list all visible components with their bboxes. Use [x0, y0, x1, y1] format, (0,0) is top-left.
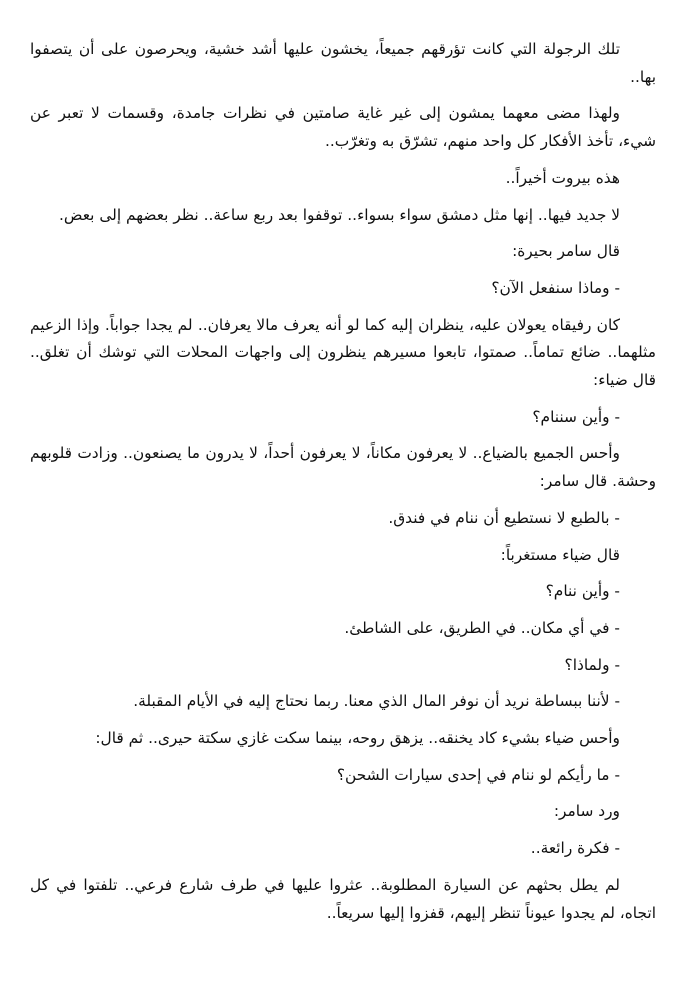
document-body	[30, 36, 656, 933]
dialogue-line-3: - بالطبع لا نستطيع أن ننام في فندق.	[388, 508, 620, 527]
paragraph-2: ولهذا مضى معهما يمشون إلى غير غاية صامتين في نظرات جامدة، وقسمات لا تعبر عن شيء، تأخذ الأفكار كل واحد منهم، تشرّق به وتغرّب..	[30, 104, 656, 151]
paragraph-7: وأحس الجميع بالضياع.. لا يعرفون مكاناً، لا يعرفون أحداً، لا يدرون ما يصنعون.. وزادت قلوبهم وحشة. قال سامر:	[30, 444, 656, 491]
paragraph-4: لا جديد فيها.. إنها مثل دمشق سواء بسواء.. توقفوا بعد ربع ساعة.. نظر بعضهم إلى بعض.	[59, 205, 620, 224]
paragraph-6: كان رفيقاه يعولان عليه، ينظران إليه كما لو أنه يعرف مالا يعرفان.. لم يجدا جواباً. وإذا الزعيم مثلهما.. ضائع تماماً.. صمتوا، تابعوا مسيرهم ينظرون إلى واجهات المحلات التي توشك أن تغلق.. قال ضياء:	[30, 315, 656, 390]
dialogue-line-4: - وأين ننام؟	[545, 582, 620, 601]
paragraph-3: هذه بيروت أخيراً..	[505, 168, 620, 187]
dialogue-line-9: - فكرة رائعة..	[530, 839, 620, 858]
dialogue-line-2: - وأين سننام؟	[532, 407, 620, 426]
paragraph-11: لم يطل بحثهم عن السيارة المطلوبة.. عثروا عليها في طرف شارع فرعي.. تلفتوا في كل اتجاه، لم يجدوا عيوناً تنظر إليهم، قفزوا إليها سريعاً..	[30, 875, 656, 922]
dialogue-line-7: - لأننا ببساطة نريد أن نوفر المال الذي معنا. ربما نحتاج إليه في الأيام المقبلة.	[133, 692, 620, 711]
dialogue-line-1: - وماذا سنفعل الآن؟	[491, 278, 620, 297]
dialogue-line-5: - في أي مكان.. في الطريق، على الشاطئ.	[344, 618, 620, 637]
paragraph-8: قال ضياء مستغرباً:	[500, 545, 620, 564]
dialogue-line-6: - ولماذا؟	[564, 655, 620, 674]
paragraph-5: قال سامر بحيرة:	[512, 242, 620, 261]
paragraph-9: وأحس ضياء بشيء كاد يخنقه.. يزهق روحه، بينما سكت غازي سكتة حيرى.. ثم قال:	[95, 729, 620, 748]
paragraph-1: تلك الرجولة التي كانت تؤرقهم جميعاً، يخشون عليها أشد خشية، ويحرصون على أن يتصفوا بها..	[30, 40, 656, 86]
paragraph-10: ورد سامر:	[553, 802, 620, 821]
dialogue-line-8: - ما رأيكم لو ننام في إحدى سيارات الشحن؟	[336, 765, 620, 784]
